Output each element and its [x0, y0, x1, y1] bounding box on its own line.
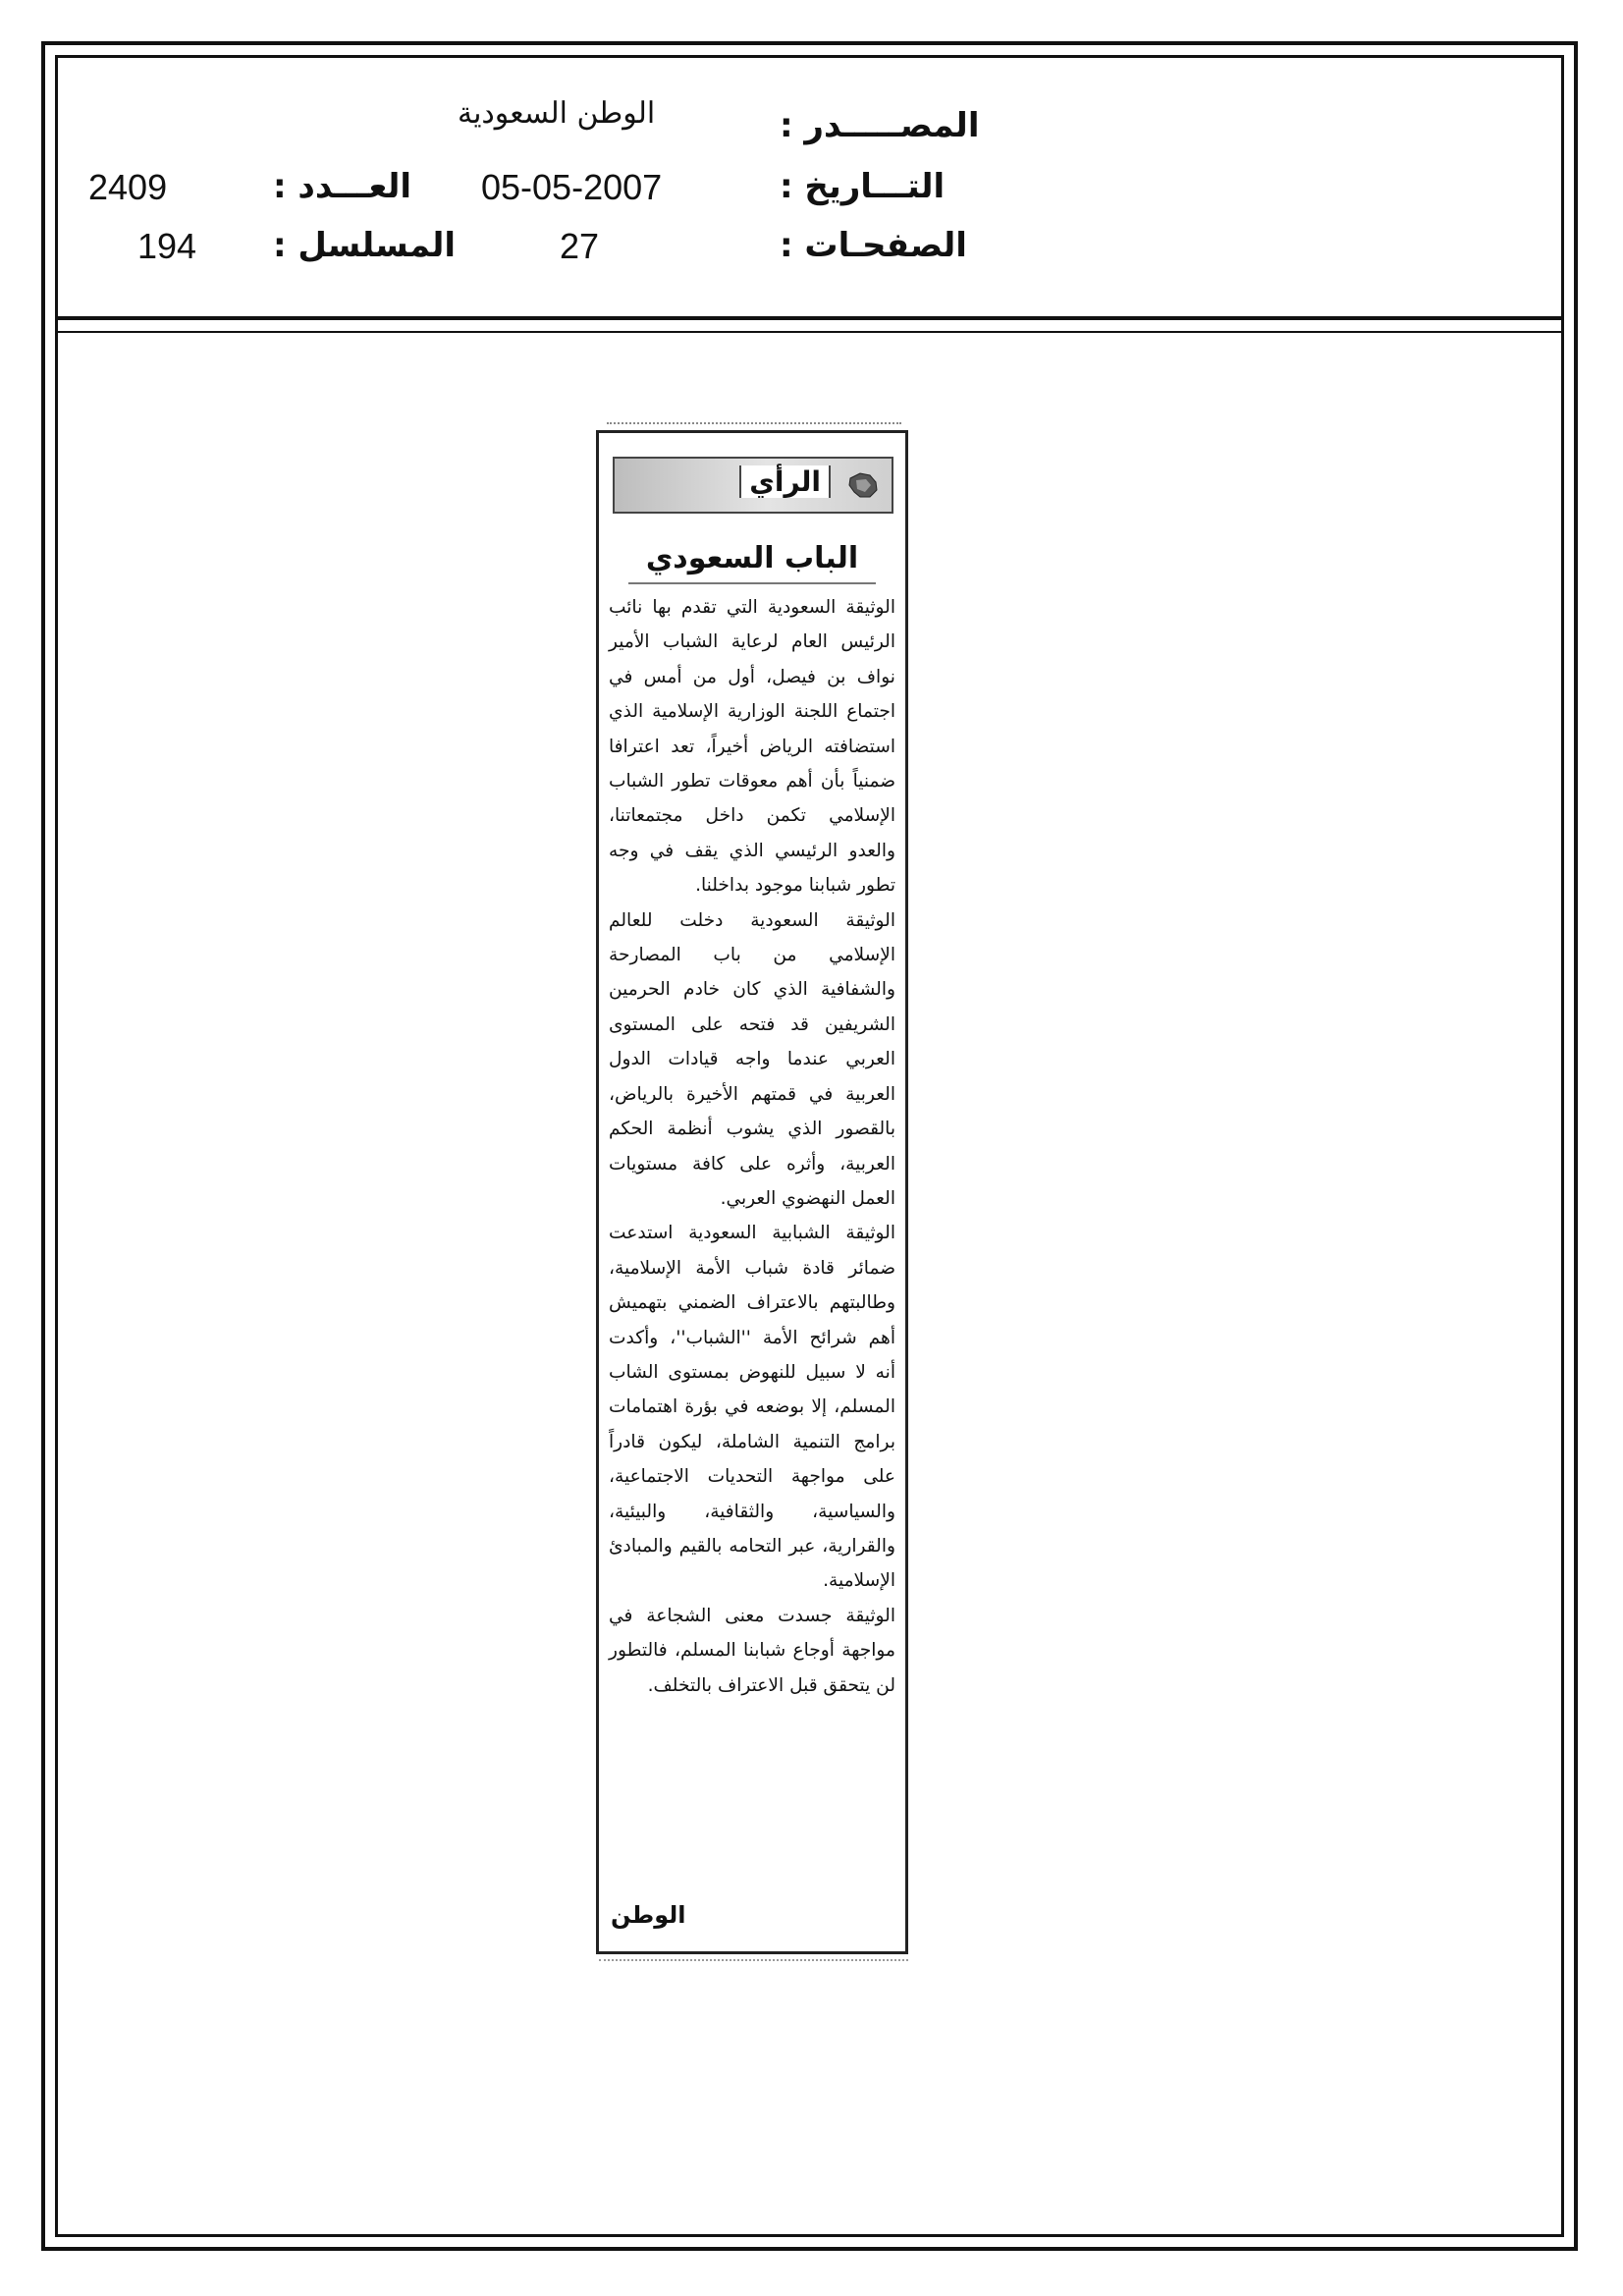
section-label: الرأي: [739, 465, 831, 498]
section-banner: [613, 457, 893, 514]
serial-value: 194: [137, 226, 197, 266]
signature-wrap: [611, 1901, 686, 1929]
clipping-top-edge: [607, 422, 901, 424]
header-divider: [55, 316, 1564, 320]
newspaper-clipping: [596, 430, 908, 1954]
date-value: 05-05-2007: [481, 167, 663, 207]
headline-rule: [628, 582, 876, 584]
issue-label: العـــدد :: [273, 167, 411, 206]
pages-value: 27: [560, 226, 600, 266]
serial-label: المسلسل :: [273, 226, 457, 265]
header-divider-thin: [55, 331, 1564, 333]
saudi-map-icon: [846, 470, 880, 500]
article-paragraph: الوثيقة السعودية دخلت للعالم الإسلامي من باب المصارحة والشفافية الذي كان خادم الحرمين الشريفين قد فتحه على المستوى العربي عندما واجه قيادات الدول العربية في قمتهم الأخيرة بالرياض، بالقصور الذي يشوب أنظمة الحكم العربية، وأثره على كافة مستويات العمل النهضوي العربي.: [609, 909, 895, 1209]
clipping-bottom-edge: [599, 1959, 908, 1961]
article-paragraph: الوثيقة جسدت معنى الشجاعة في مواجهة أوجاع شبابنا المسلم، فالتطور لن يتحقق قبل الاعتراف بالتخلف.: [609, 1605, 895, 1696]
date-label: التـــاريخ :: [780, 167, 946, 206]
article-paragraph: الوثيقة السعودية التي تقدم بها نائب الرئيس العام لرعاية الشباب الأمير نواف بن فيصل، أول من أمس في اجتماع اللجنة الوزارية الإسلامية الذي استضافته الرياض أخيراً، تعد اعترافا ضمنياً بأن أهم معوقات تطور الشباب الإسلامي تكمن داخل مجتمعاتنا، والعدو الرئيسي الذي يقف في وجه تطور شبابنا موجود بداخلنا.: [609, 597, 895, 897]
newspaper-signature: الوطن: [611, 1901, 686, 1929]
issue-value: 2409: [88, 167, 168, 207]
pages-label: الصفحـات :: [780, 226, 967, 265]
article-headline: الباب السعودي: [645, 541, 859, 575]
article-body: [609, 590, 895, 1703]
source-value: الوطن السعودية: [458, 96, 656, 131]
article-paragraph: الوثيقة الشبابية السعودية استدعت ضمائر قادة شباب الأمة الإسلامية، وطالبتهم بالاعتراف الضمني بتهميش أهم شرائح الأمة ''الشباب''، وأكدت أنه لا سبيل للنهوض بمستوى الشاب المسلم، إلا بوضعه في بؤرة اهتمامات برامج التنمية الشاملة، ليكون قادراً على مواجهة التحديات الاجتماعية، والسياسية، والثقافية، والبيئية، والقرارية، عبر التحامه بالقيم والمبادئ الإسلامية.: [609, 1223, 895, 1592]
source-label: المصـــــدر :: [780, 106, 980, 145]
